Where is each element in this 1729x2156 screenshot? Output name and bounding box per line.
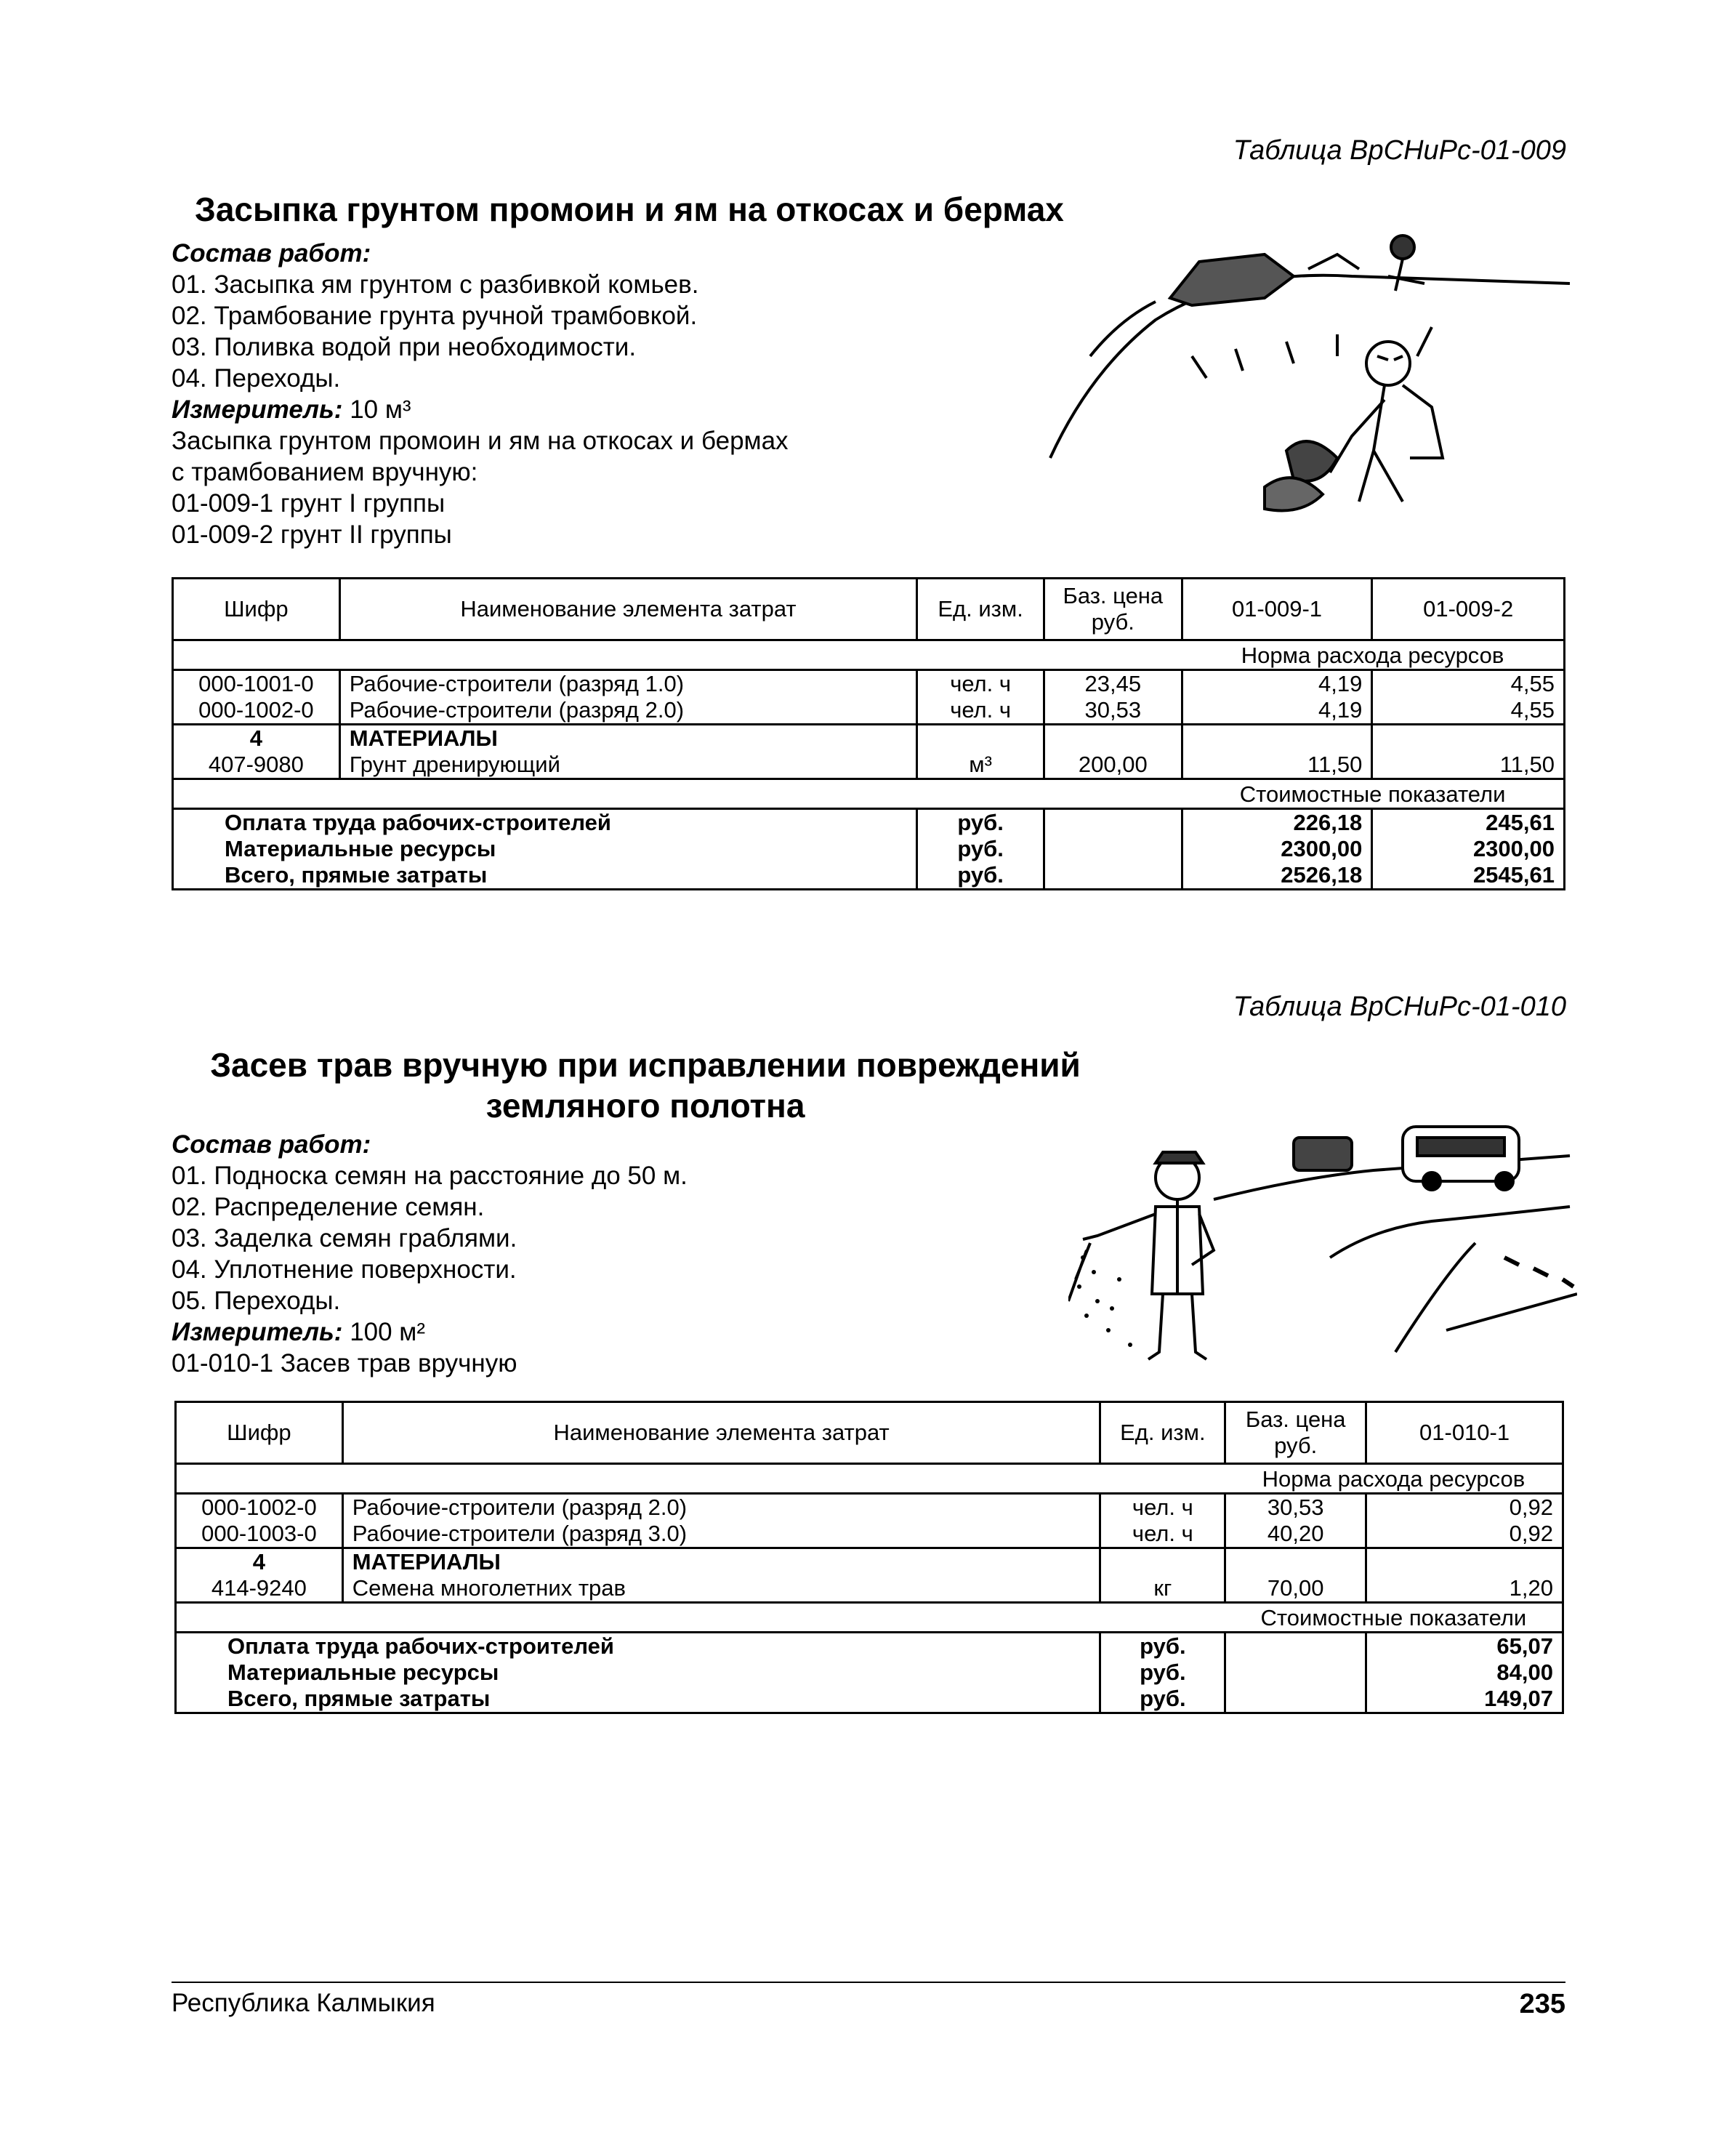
description-line: 01-009-2 грунт II группы	[172, 520, 452, 549]
value-cell: 2526,18	[1182, 862, 1372, 890]
unit-cell: руб.	[917, 862, 1044, 890]
table-row	[173, 752, 1565, 779]
table-row	[173, 725, 1565, 752]
section-title: Засыпка грунтом промоин и ям на откосах и бермах	[195, 190, 1064, 228]
description-line: Засыпка грунтом промоин и ям на откосах и бермах	[172, 427, 789, 455]
table-row	[176, 1686, 1563, 1713]
unit-cell: м³	[917, 752, 1044, 779]
unit-cell: руб.	[1100, 1660, 1225, 1686]
work-item: 05. Переходы.	[172, 1287, 341, 1315]
work-item: 01. Засыпка ям грунтом с разбивкой комьев.	[172, 270, 699, 299]
unit-cell: чел. ч	[1100, 1494, 1225, 1521]
materials-heading: МАТЕРИАЛЫ	[339, 725, 916, 752]
name-cell: Семена многолетних трав	[342, 1575, 1100, 1603]
table-row	[176, 1494, 1563, 1521]
work-item: 01. Подноска семян на расстояние до 50 м.	[172, 1162, 688, 1190]
work-heading: Состав работ:	[172, 239, 371, 268]
work-item: 02. Распределение семян.	[172, 1193, 485, 1221]
work-item: 04. Переходы.	[172, 364, 341, 393]
description-line: 01-009-1 грунт I группы	[172, 489, 446, 518]
value-cell: 65,07	[1366, 1633, 1563, 1660]
code-cell: 000-1001-0	[173, 670, 340, 698]
unit-cell: чел. ч	[917, 697, 1044, 725]
work-item: 03. Заделка семян граблями.	[172, 1224, 517, 1252]
measure-label: Измеритель:	[172, 1318, 343, 1346]
footer-rule	[172, 1982, 1565, 1983]
cost-name: Всего, прямые затраты	[176, 1686, 1100, 1713]
column-header: 01-009-1	[1182, 579, 1372, 640]
cost-caption: Стоимостные показатели	[1225, 1603, 1563, 1633]
price-cell: 200,00	[1044, 752, 1182, 779]
materials-code: 4	[176, 1548, 343, 1576]
work-composition	[172, 1129, 688, 1379]
measure-value: 100 м²	[350, 1318, 426, 1346]
table-row	[176, 1548, 1563, 1576]
name-cell: Рабочие-строители (разряд 2.0)	[342, 1494, 1100, 1521]
code-cell: 000-1002-0	[176, 1494, 343, 1521]
materials-code: 4	[173, 725, 340, 752]
value-cell: 11,50	[1182, 752, 1372, 779]
worker-sowing-seeds-illustration	[1068, 1112, 1577, 1388]
table-row	[173, 862, 1565, 890]
name-cell: Грунт дренирующий	[339, 752, 916, 779]
norm-caption: Норма расхода ресурсов	[1225, 1464, 1563, 1494]
column-header: Баз. цена руб.	[1044, 579, 1182, 640]
table-row	[176, 1633, 1563, 1660]
value-cell: 0,92	[1366, 1494, 1563, 1521]
table-row	[173, 670, 1565, 698]
table-row	[173, 697, 1565, 725]
code-cell: 407-9080	[173, 752, 340, 779]
column-header: Наименование элемента затрат	[342, 1402, 1100, 1464]
table-row	[176, 1660, 1563, 1686]
measure-line	[172, 394, 789, 425]
price-cell: 23,45	[1044, 670, 1182, 698]
cost-name: Оплата труда рабочих-строителей	[173, 809, 917, 837]
norm-caption: Норма расхода ресурсов	[1182, 640, 1564, 670]
materials-heading: МАТЕРИАЛЫ	[342, 1548, 1100, 1576]
unit-cell: руб.	[917, 836, 1044, 862]
column-header: Шифр	[173, 579, 340, 640]
value-cell: 84,00	[1366, 1660, 1563, 1686]
name-cell: Рабочие-строители (разряд 2.0)	[339, 697, 916, 725]
page-number: 235	[1519, 1989, 1565, 2019]
value-cell: 4,19	[1182, 670, 1372, 698]
measure-line	[172, 1316, 688, 1348]
work-heading: Состав работ:	[172, 1130, 371, 1159]
price-cell: 30,53	[1225, 1494, 1366, 1521]
title-line: земляного полотна	[485, 1087, 805, 1125]
table-row	[176, 1521, 1563, 1548]
unit-cell: руб.	[1100, 1633, 1225, 1660]
cost-name: Материальные ресурсы	[173, 836, 917, 862]
description-line: с трамбованием вручную:	[172, 458, 478, 486]
price-cell: 30,53	[1044, 697, 1182, 725]
code-cell: 414-9240	[176, 1575, 343, 1603]
price-cell: 40,20	[1225, 1521, 1366, 1548]
work-item: 03. Поливка водой при необходимости.	[172, 333, 637, 361]
value-cell: 4,55	[1372, 670, 1565, 698]
name-cell: Рабочие-строители (разряд 1.0)	[339, 670, 916, 698]
resource-table	[174, 1401, 1564, 1714]
unit-cell: кг	[1100, 1575, 1225, 1603]
value-cell: 4,55	[1372, 697, 1565, 725]
footer-region: Республика Калмыкия	[172, 1989, 435, 2017]
value-cell: 4,19	[1182, 697, 1372, 725]
cost-caption: Стоимостные показатели	[1182, 779, 1564, 809]
title-line: Засев трав вручную при исправлении повреждений	[210, 1046, 1081, 1084]
column-header: Ед. изм.	[917, 579, 1044, 640]
column-header: 01-010-1	[1366, 1402, 1563, 1464]
value-cell: 2300,00	[1372, 836, 1565, 862]
table-reference: Таблица ВрСНиРс-01-010	[1233, 991, 1566, 1022]
unit-cell: чел. ч	[1100, 1521, 1225, 1548]
price-cell: 70,00	[1225, 1575, 1366, 1603]
cost-name: Всего, прямые затраты	[173, 862, 917, 890]
table-row	[173, 809, 1565, 837]
table-row	[173, 836, 1565, 862]
worker-tamping-slope-illustration	[1047, 211, 1577, 545]
table-row	[176, 1575, 1563, 1603]
column-header: Наименование элемента затрат	[339, 579, 916, 640]
table-reference: Таблица ВрСНиРс-01-009	[1233, 135, 1566, 166]
value-cell: 149,07	[1366, 1686, 1563, 1713]
unit-cell: руб.	[1100, 1686, 1225, 1713]
cost-name: Оплата труда рабочих-строителей	[176, 1633, 1100, 1660]
resource-table	[172, 577, 1565, 890]
work-composition	[172, 238, 789, 550]
code-cell: 000-1002-0	[173, 697, 340, 725]
unit-cell: чел. ч	[917, 670, 1044, 698]
value-cell: 0,92	[1366, 1521, 1563, 1548]
cost-name: Материальные ресурсы	[176, 1660, 1100, 1686]
column-header: Шифр	[176, 1402, 343, 1464]
value-cell: 245,61	[1372, 809, 1565, 837]
section-title	[195, 1045, 1096, 1126]
column-header: 01-009-2	[1372, 579, 1565, 640]
value-cell: 2545,61	[1372, 862, 1565, 890]
column-header: Баз. цена руб.	[1225, 1402, 1366, 1464]
name-cell: Рабочие-строители (разряд 3.0)	[342, 1521, 1100, 1548]
measure-label: Измеритель:	[172, 395, 343, 424]
unit-cell: руб.	[917, 809, 1044, 837]
value-cell: 226,18	[1182, 809, 1372, 837]
description-line: 01-010-1 Засев трав вручную	[172, 1349, 517, 1377]
measure-value: 10 м³	[350, 395, 411, 424]
work-item: 02. Трамбование грунта ручной трамбовкой.	[172, 302, 698, 330]
code-cell: 000-1003-0	[176, 1521, 343, 1548]
value-cell: 2300,00	[1182, 836, 1372, 862]
value-cell: 1,20	[1366, 1575, 1563, 1603]
value-cell: 11,50	[1372, 752, 1565, 779]
work-item: 04. Уплотнение поверхности.	[172, 1255, 517, 1284]
column-header: Ед. изм.	[1100, 1402, 1225, 1464]
